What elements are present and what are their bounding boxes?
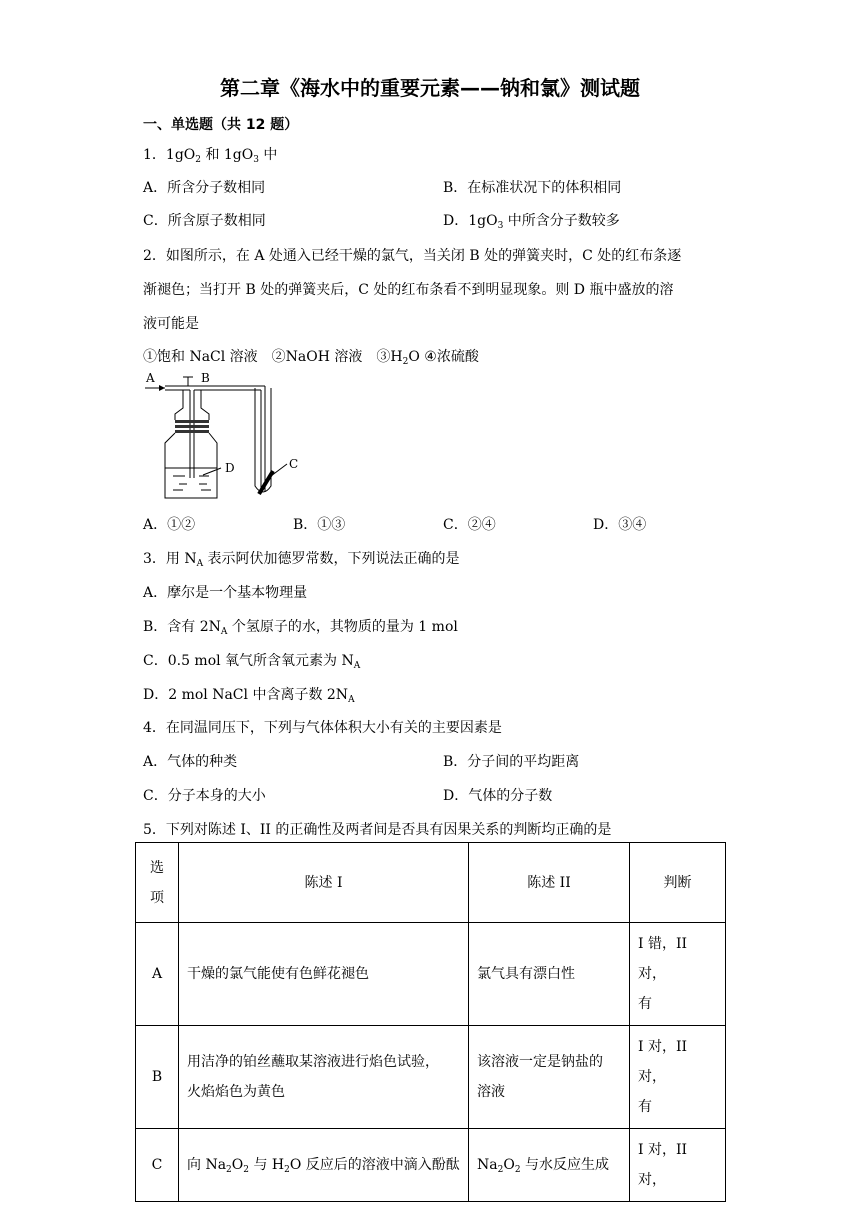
table-row — [136, 1129, 726, 1202]
fig-label-a: A — [146, 371, 155, 385]
q3-option-a: A．摩尔是一个基本物理量 — [143, 585, 308, 601]
header-option: 选 项 — [136, 843, 179, 923]
header-judgement: 判断 — [630, 843, 726, 923]
q4-option-a: A．气体的种类 — [143, 754, 238, 770]
fig-label-b: B — [201, 371, 210, 385]
row-a-statement-1: 干燥的氯气能使有色鲜花褪色 — [179, 923, 469, 1026]
q5-judgement-table — [135, 842, 726, 1202]
row-b-statement-1: 用洁净的铂丝蘸取某溶液进行焰色试验， 火焰焰色为黄色 — [179, 1026, 469, 1129]
q1-stem: 1．$1gO_2$ 和 $1gO_3$ 中 — [143, 147, 278, 165]
gas-washing-apparatus-figure — [143, 368, 313, 507]
row-a-option: A — [136, 923, 179, 1026]
q4-option-d: D．气体的分子数 — [443, 788, 553, 804]
header-statement-1: 陈述 I — [179, 843, 469, 923]
row-b-option: B — [136, 1026, 179, 1129]
q2-stem-line1: 2．如图所示，在 A 处通入已经干燥的氯气，当关闭 B 处的弹簧夹时，C 处的红布条逐 — [143, 248, 682, 264]
q2-option-b: B．①③ — [293, 517, 346, 533]
row-b-judgement: I 对，II 对， 有 — [630, 1026, 726, 1129]
table-row — [136, 1026, 726, 1129]
row-c-statement-2: $Na_2O_2$ 与水反应生成 — [469, 1129, 630, 1202]
q3-option-c: C．0.5 mol 氧气所含氧元素为 $N_A$ — [143, 653, 361, 671]
row-c-statement-1: 向 $Na_2O_2$ 与 $H_2O$ 反应后的溶液中滴入酚酞 — [179, 1129, 469, 1202]
row-b-statement-2: 该溶液一定是钠盐的 溶液 — [469, 1026, 630, 1129]
q3-option-d: D．2 mol NaCl 中含离子数 $2N_A$ — [143, 687, 355, 705]
fig-label-d: D — [225, 461, 235, 475]
inlet-arrow-icon — [159, 385, 165, 391]
table-row — [136, 923, 726, 1026]
q2-solution-list: ①饱和 NaCl 溶液 ②NaOH 溶液 $③H_2O$ ④浓硫酸 — [143, 349, 479, 367]
q2-option-a: A．①② — [143, 517, 196, 533]
header-statement-2: 陈述 II — [469, 843, 630, 923]
q2-option-c: C．②④ — [443, 517, 496, 533]
table-header-row — [136, 843, 726, 923]
q5-stem: 5．下列对陈述 I、II 的正确性及两者间是否具有因果关系的判断均正确的是 — [143, 822, 612, 838]
q2-stem-line3: 液可能是 — [143, 316, 199, 332]
row-a-judgement: I 错，II 对， 有 — [630, 923, 726, 1026]
q4-option-b: B．分子间的平均距离 — [443, 754, 580, 770]
q1-option-b: B．在标准状况下的体积相同 — [443, 180, 622, 196]
q2-option-d: D．③④ — [593, 517, 647, 533]
q1-option-c: C．所含原子数相同 — [143, 213, 266, 229]
q3-stem: 3．用 $N_A$ 表示阿伏加德罗常数，下列说法正确的是 — [143, 551, 460, 569]
q1-option-d: D．$1gO_3$ 中所含分子数较多 — [443, 213, 620, 231]
page-title: 第二章《海水中的重要元素——钠和氯》测试题 — [220, 76, 640, 100]
q3-option-b: B．含有 $2N_A$ 个氢原子的水，其物质的量为 1 mol — [143, 619, 458, 637]
q2-stem-line2: 渐褪色；当打开 B 处的弹簧夹后，C 处的红布条看不到明显现象。则 D 瓶中盛放的溶 — [143, 282, 674, 298]
q4-stem: 4．在同温同压下，下列与气体体积大小有关的主要因素是 — [143, 720, 502, 736]
row-c-judgement: I 对，II 对， — [630, 1129, 726, 1202]
section-heading: 一、单选题（共 12 题） — [143, 117, 299, 133]
q1-option-a: A．所含分子数相同 — [143, 180, 266, 196]
fig-label-c: C — [289, 457, 299, 471]
q4-option-c: C．分子本身的大小 — [143, 788, 266, 804]
row-c-option: C — [136, 1129, 179, 1202]
row-a-statement-2: 氯气具有漂白性 — [469, 923, 630, 1026]
